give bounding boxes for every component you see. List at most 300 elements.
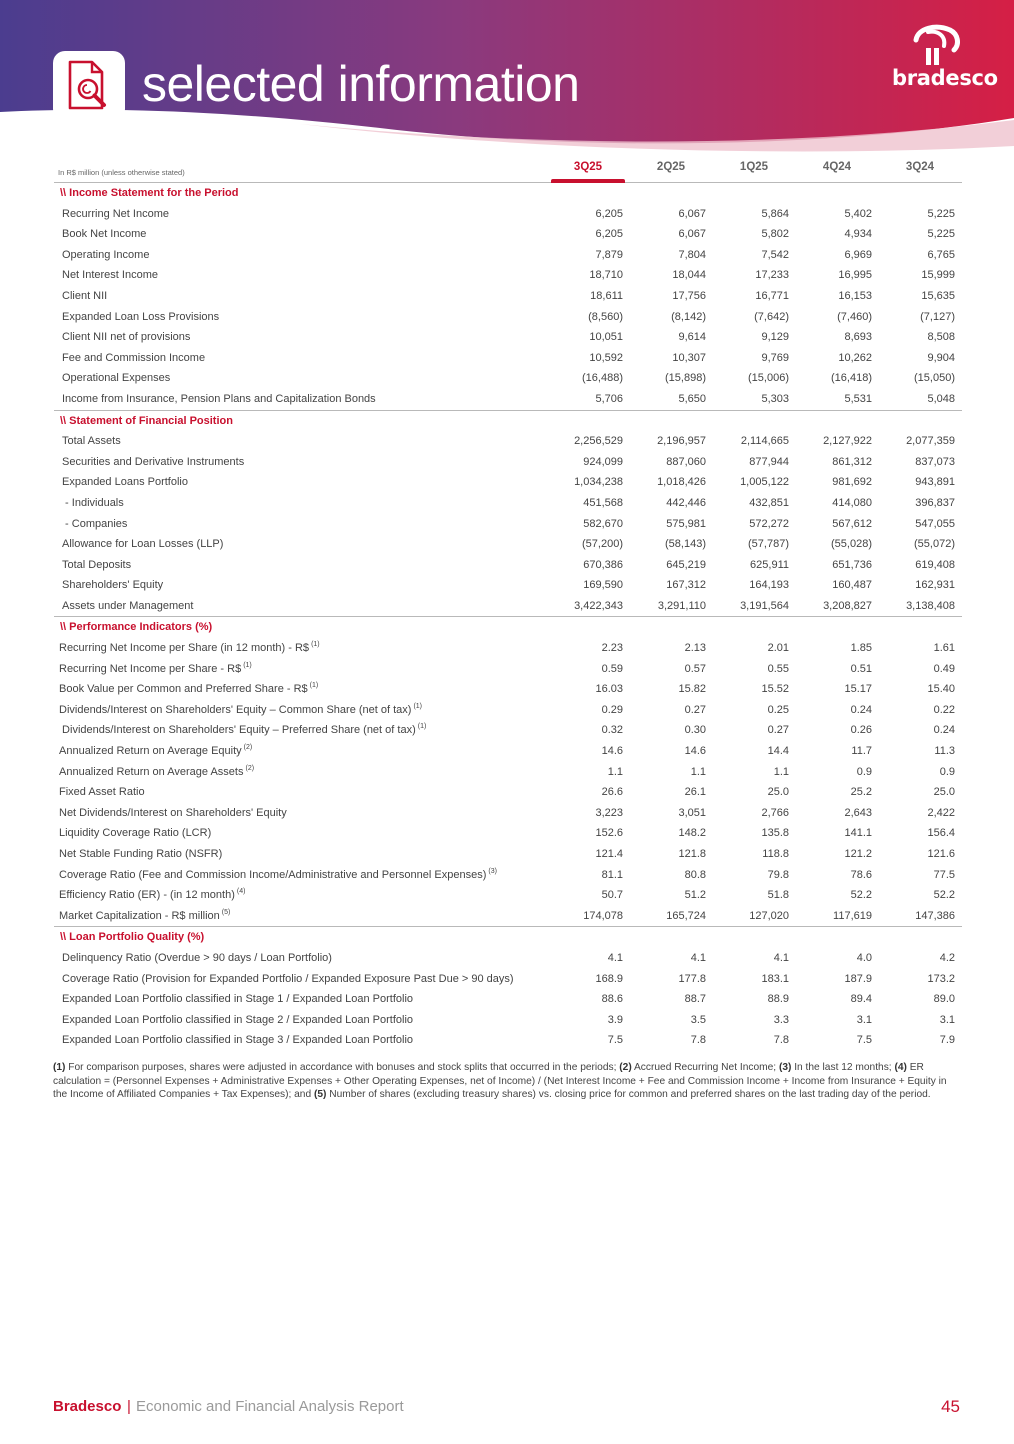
footnote-text: In the last 12 months; [791,1062,895,1073]
row-label [59,762,254,783]
cell-value: 414,080 [832,496,872,509]
footnote-reference: (1) [417,723,427,731]
cell-value: 0.49 [933,662,955,675]
cell-value: 121.8 [678,848,706,860]
row-label-text: Expanded Loans Portfolio [62,476,188,489]
cell-value: (58,143) [665,538,706,551]
cell-value: 6,205 [595,228,623,241]
cell-value: 8,693 [844,331,872,344]
cell-value: 5,802 [761,228,789,241]
cell-value: 3,208,827 [823,599,872,612]
cell-value: 5,531 [844,392,872,405]
row-label [59,782,145,803]
row-label-text: Liquidity Coverage Ratio (LCR) [59,827,212,840]
cell-value: 3.1 [856,1013,872,1026]
cell-value: 135.8 [761,827,789,840]
cell-value: (15,006) [748,372,789,385]
table-row [54,989,962,1010]
table-row [54,638,962,659]
cell-value: 6,067 [678,228,706,241]
cell-value: 3.5 [690,1013,706,1026]
cell-value: 0.27 [767,724,789,737]
footnote-reference: (1) [309,682,319,690]
table-row [54,452,962,473]
row-label [59,659,252,680]
cell-value: 10,307 [672,351,706,364]
cell-value: 10,592 [589,351,623,364]
cell-value: 7.8 [773,1034,789,1047]
table-row [54,472,962,493]
cell-value: 645,219 [666,558,706,571]
row-label-text: Annualized Return on Average Equity [59,745,242,758]
cell-value: 0.30 [684,724,706,737]
table-row [54,265,962,286]
cell-value: 625,911 [750,558,789,571]
cell-value: 7.9 [939,1034,955,1047]
cell-value: 167,312 [666,579,706,592]
cell-value: 451,568 [583,496,623,509]
table-header [54,154,962,183]
column-header-3q25: 3Q25 [551,161,625,173]
cell-value: (15,898) [665,372,706,385]
document-search-icon [66,60,112,112]
row-label-text: Fee and Commission Income [62,351,206,364]
table-row [54,720,962,741]
footnote-text: For comparison purposes, shares were adjusted in accordance with bonuses and stock splits that occurred in the periods; [65,1062,620,1073]
row-label [62,575,163,596]
cell-value: 3,138,408 [906,599,955,612]
cell-value: 2,766 [761,806,789,819]
cell-value: 6,067 [678,207,706,220]
cell-value: 0.9 [856,765,872,778]
cell-value: 0.27 [684,703,706,716]
table-row [54,885,962,906]
logo-text: bradesco [892,66,998,90]
table-section [54,410,962,617]
cell-value: 6,205 [595,207,623,220]
cell-value: (8,142) [671,310,706,323]
cell-value: 26.6 [601,786,623,799]
table-row [54,844,962,865]
table-row [54,286,962,307]
cell-value: 0.22 [933,703,955,716]
cell-value: 165,724 [666,909,706,922]
page-number: 45 [941,1397,960,1416]
footnote-text: ER calculation = (Personnel Expenses + Administrative Expenses + Other Operating Expenses, net of Income) / (Net Interest Income + Fee and Commission Income + Income from Insurance + Equity in the Income of Affiliated Companies + Tax Expenses); and [53,1062,947,1101]
cell-value: 156.4 [927,827,955,840]
cell-value: 117,619 [833,909,872,922]
row-label [62,472,188,493]
cell-value: (7,460) [837,310,872,323]
row-label [62,596,193,617]
cell-value: 2,127,922 [823,435,872,448]
cell-value: 0.57 [684,662,706,675]
row-label [62,224,146,245]
column-header-1q25: 1Q25 [739,161,769,173]
cell-value: 396,837 [915,496,955,509]
cell-value: 183.1 [761,972,789,985]
cell-value: 4,934 [844,228,872,241]
row-label [59,803,287,824]
row-label [62,514,127,535]
cell-value: 4.0 [856,951,872,964]
cell-value: 15.52 [761,683,789,696]
footnote-text: Accrued Recurring Net Income; [631,1062,779,1073]
row-label [62,307,219,328]
cell-value: 7.8 [690,1034,706,1047]
row-label-text: Expanded Loan Portfolio classified in Stage 2 / Expanded Loan Portfolio [62,1013,414,1026]
cell-value: 3.9 [607,1013,623,1026]
row-label [62,368,170,389]
cell-value: 0.51 [850,662,872,675]
row-label [59,679,318,700]
cell-value: 15.17 [844,683,872,696]
row-label-text: Efficiency Ratio (ER) - (in 12 month) [59,889,235,902]
section-title: \\ Statement of Financial Position [60,414,233,427]
cell-value: 1,018,426 [657,476,706,489]
cell-value: 15.40 [927,683,955,696]
cell-value: 15.82 [678,683,706,696]
cell-value: 160,487 [832,579,872,592]
cell-value: 2.01 [767,642,789,655]
row-label-text: Fixed Asset Ratio [59,786,145,799]
row-label [59,638,320,659]
row-label-text: Client NII [62,289,108,302]
table-row [54,762,962,783]
table-row [54,327,962,348]
section-title: \\ Performance Indicators (%) [60,621,213,634]
cell-value: 173.2 [927,972,955,985]
cell-value: 547,055 [915,517,955,530]
cell-value: 0.24 [850,703,872,716]
cell-value: 943,891 [915,476,955,489]
cell-value: 7.5 [607,1034,623,1047]
cell-value: 50.7 [601,889,623,902]
row-label [59,700,422,721]
row-label-text: Market Capitalization - R$ million [59,909,220,922]
footnote-reference: (2) [243,744,253,752]
cell-value: (57,200) [582,538,623,551]
cell-value: 4.2 [939,951,955,964]
table-section [54,926,962,1051]
cell-value: 3.3 [773,1013,789,1026]
cell-value: 89.4 [850,993,872,1006]
cell-value: 118.8 [762,848,789,860]
table-row [54,224,962,245]
cell-value: 121.4 [595,848,623,860]
cell-value: 15,635 [921,289,955,302]
cell-value: 4.1 [690,951,706,964]
footnote-number: (1) [53,1062,66,1073]
footnote-number: (3) [778,1062,792,1073]
cell-value: (55,072) [914,538,955,551]
cell-value: 670,386 [583,558,623,571]
row-label [62,1030,413,1051]
cell-value: 16,153 [838,289,872,302]
cell-value: (15,050) [914,372,955,385]
cell-value: 6,765 [927,248,955,261]
table-row [54,534,962,555]
table-row [54,1030,962,1051]
cell-value: 11.7 [851,745,872,758]
table-row [54,596,962,617]
row-label-text: Total Deposits [62,558,132,571]
footnote-reference: (3) [488,867,497,875]
row-label [59,720,426,741]
table-row [54,493,962,514]
footnote-reference: (4) [236,888,246,896]
footnote-number: (4) [894,1062,907,1073]
cell-value: 81.1 [601,868,623,881]
cell-value: 2,077,359 [906,435,955,448]
cell-value: 11.3 [934,745,955,758]
column-header-2q25: 2Q25 [656,161,686,173]
row-label-text: Coverage Ratio (Provision for Expanded Portfolio / Expanded Exposure Past Due > 90 days) [62,972,514,985]
cell-value: 0.9 [939,765,955,778]
footnote-text: Number of shares (excluding treasury shares) vs. closing price for common and preferred shares on the last trading day of the period. [326,1089,931,1101]
row-label [62,204,169,225]
cell-value: 0.32 [601,724,623,737]
cell-value: 582,670 [583,517,623,530]
cell-value: 10,262 [838,351,872,364]
row-label-text: Expanded Loan Loss Provisions [62,310,220,323]
cell-value: 2.23 [601,642,623,655]
cell-value: 3,291,110 [657,599,706,612]
cell-value: 88.9 [767,993,789,1006]
cell-value: (7,642) [754,310,789,323]
footnote-number: (5) [313,1089,327,1101]
cell-value: 89.0 [933,993,955,1006]
cell-value: 0.26 [850,724,872,737]
cell-value: 2,114,665 [740,435,789,448]
table-row [54,575,962,596]
row-label [59,865,497,886]
cell-value: 7,879 [595,248,623,261]
cell-value: (8,560) [588,310,623,323]
cell-value: 0.55 [767,662,789,675]
table-row [54,431,962,452]
bradesco-logo [892,22,998,100]
row-label-text: Income from Insurance, Pension Plans and Capitalization Bonds [62,392,376,405]
cell-value: 5,864 [761,207,789,220]
cell-value: 5,650 [678,392,706,405]
cell-value: 77.5 [933,868,955,881]
cell-value: 15,999 [921,269,955,282]
cell-value: (16,418) [831,372,872,385]
row-label-text: Book Value per Common and Preferred Share - R$ [59,683,308,696]
row-label-text: Assets under Management [62,599,194,612]
cell-value: 174,078 [583,909,623,922]
cell-value: 5,225 [927,207,955,220]
cell-value: 121.2 [844,848,872,860]
cell-value: 52.2 [850,889,872,902]
table-row [54,555,962,576]
row-label-text: Shareholders' Equity [62,579,164,592]
row-label [62,989,413,1010]
cell-value: 3,223 [595,806,623,819]
cell-value: 169,590 [583,579,623,592]
cell-value: 25.0 [933,786,955,799]
table-section [54,183,962,410]
table-row [54,389,962,410]
cell-value: 2,643 [844,806,872,819]
cell-value: 25.2 [850,786,872,799]
table-row [54,948,962,969]
cell-value: 1.1 [607,765,623,778]
row-label-text: Coverage Ratio (Fee and Commission Income/Administrative and Personnel Expenses) [59,868,487,881]
table-row [54,823,962,844]
cell-value: 1.61 [933,642,955,655]
table-section [54,616,962,926]
cell-value: 2.13 [684,642,706,655]
cell-value: 1.1 [690,765,706,778]
row-label-text: Operational Expenses [62,372,171,385]
cell-value: 7.5 [856,1034,872,1047]
cell-value: 187.9 [844,972,872,985]
cell-value: 4.1 [607,951,623,964]
column-header-4q24: 4Q24 [822,161,852,173]
row-label-text: Expanded Loan Portfolio classified in Stage 3 / Expanded Loan Portfolio [62,1034,414,1047]
cell-value: 3,191,564 [740,599,789,612]
footnote-reference: (2) [245,764,255,772]
row-label-text: Recurring Net Income per Share (in 12 month) - R$ [59,642,310,655]
row-label-text: Dividends/Interest on Shareholders' Equity – Common Share (net of tax) [59,703,412,716]
cell-value: 79.8 [767,868,789,881]
cell-value: 9,614 [678,331,706,344]
footnote-reference: (5) [221,908,231,916]
row-label [59,906,230,927]
cell-value: 7,542 [761,248,789,261]
cell-value: 877,944 [749,455,789,468]
cell-value: 8,508 [927,331,955,344]
row-label-text: - Companies [62,517,128,530]
cell-value: 88.6 [601,993,623,1006]
cell-value: 16,771 [755,289,789,302]
table-row [54,659,962,680]
cell-value: 78.6 [850,868,872,881]
page-title: selected information [142,56,580,112]
row-label [59,741,252,762]
cell-value: 25.0 [767,786,789,799]
cell-value: 177.8 [678,972,706,985]
row-label-text: Annualized Return on Average Assets [59,765,244,778]
cell-value: 16.03 [595,683,623,696]
table-row [54,514,962,535]
cell-value: 5,048 [927,392,955,405]
row-label-text: Book Net Income [62,228,147,241]
cell-value: 168.9 [595,972,623,985]
cell-value: 0.24 [933,724,955,737]
row-label [62,327,190,348]
cell-value: 1.1 [773,765,789,778]
cell-value: (57,787) [748,538,789,551]
cell-value: 1,034,238 [574,476,623,489]
table-row [54,741,962,762]
row-label [62,389,376,410]
cell-value: 164,193 [749,579,789,592]
footnote-reference: (1) [413,702,423,710]
cell-value: (55,028) [831,538,872,551]
row-label [62,948,332,969]
row-label-text: Operating Income [62,248,150,261]
column-header-3q24: 3Q24 [905,161,935,173]
footnotes [53,1061,963,1102]
cell-value: 52.2 [933,889,955,902]
table-row [54,865,962,886]
row-label [62,555,131,576]
cell-value: 572,272 [749,517,789,530]
footnote-number: (2) [619,1062,632,1073]
footer-brand: Bradesco [53,1398,122,1415]
cell-value: 5,225 [927,228,955,241]
row-label [59,885,245,906]
cell-value: 162,931 [915,579,955,592]
table-row [54,245,962,266]
footnote-reference: (1) [243,661,252,669]
row-label-text: Total Assets [62,435,121,448]
cell-value: 1,005,122 [740,476,789,489]
table-row [54,204,962,225]
cell-value: 17,756 [672,289,706,302]
cell-value: 9,769 [761,351,789,364]
cell-value: 575,981 [666,517,706,530]
cell-value: 51.8 [767,889,789,902]
row-label [62,534,223,555]
unit-note: In R$ million (unless otherwise stated) [58,168,185,177]
section-title: \\ Income Statement for the Period [60,187,239,199]
footer-separator: | [127,1398,131,1415]
cell-value: 152.6 [595,827,623,840]
cell-value: 127,020 [749,909,789,922]
row-label [59,823,211,844]
cell-value: 567,612 [832,517,872,530]
cell-value: 18,710 [589,269,623,282]
cell-value: 0.59 [601,662,623,675]
cell-value: 837,073 [915,455,955,468]
table-row [54,803,962,824]
cell-value: 6,969 [844,248,872,261]
row-label-text: Expanded Loan Portfolio classified in Stage 1 / Expanded Loan Portfolio [62,993,414,1006]
row-label [59,844,222,865]
cell-value: 7,804 [678,248,706,261]
row-label-text: Net Stable Funding Ratio (NSFR) [59,848,223,860]
row-label [62,431,121,452]
row-label [62,452,244,473]
cell-value: 80.8 [684,868,706,881]
cell-value: 148.2 [678,827,706,840]
row-label-text: Net Interest Income [62,269,158,282]
cell-value: 0.25 [767,703,789,716]
cell-value: 88.7 [684,993,706,1006]
row-label-text: Client NII net of provisions [62,331,191,344]
footer-report-title: Economic and Financial Analysis Report [136,1398,404,1415]
cell-value: 121.6 [927,848,955,860]
cell-value: 3,051 [678,806,706,819]
cell-value: 887,060 [666,455,706,468]
cell-value: 18,044 [672,269,706,282]
row-label-text: Securities and Derivative Instruments [62,455,245,468]
row-label-text: Allowance for Loan Losses (LLP) [62,538,224,551]
cell-value: 26.1 [684,786,706,799]
table-row [54,307,962,328]
cell-value: 3,422,343 [574,599,623,612]
table-row [54,782,962,803]
table-row [54,679,962,700]
cell-value: 432,851 [749,496,789,509]
row-label-text: - Individuals [62,496,124,509]
row-label-text: Recurring Net Income per Share - R$ [59,662,242,675]
cell-value: 0.29 [601,703,623,716]
